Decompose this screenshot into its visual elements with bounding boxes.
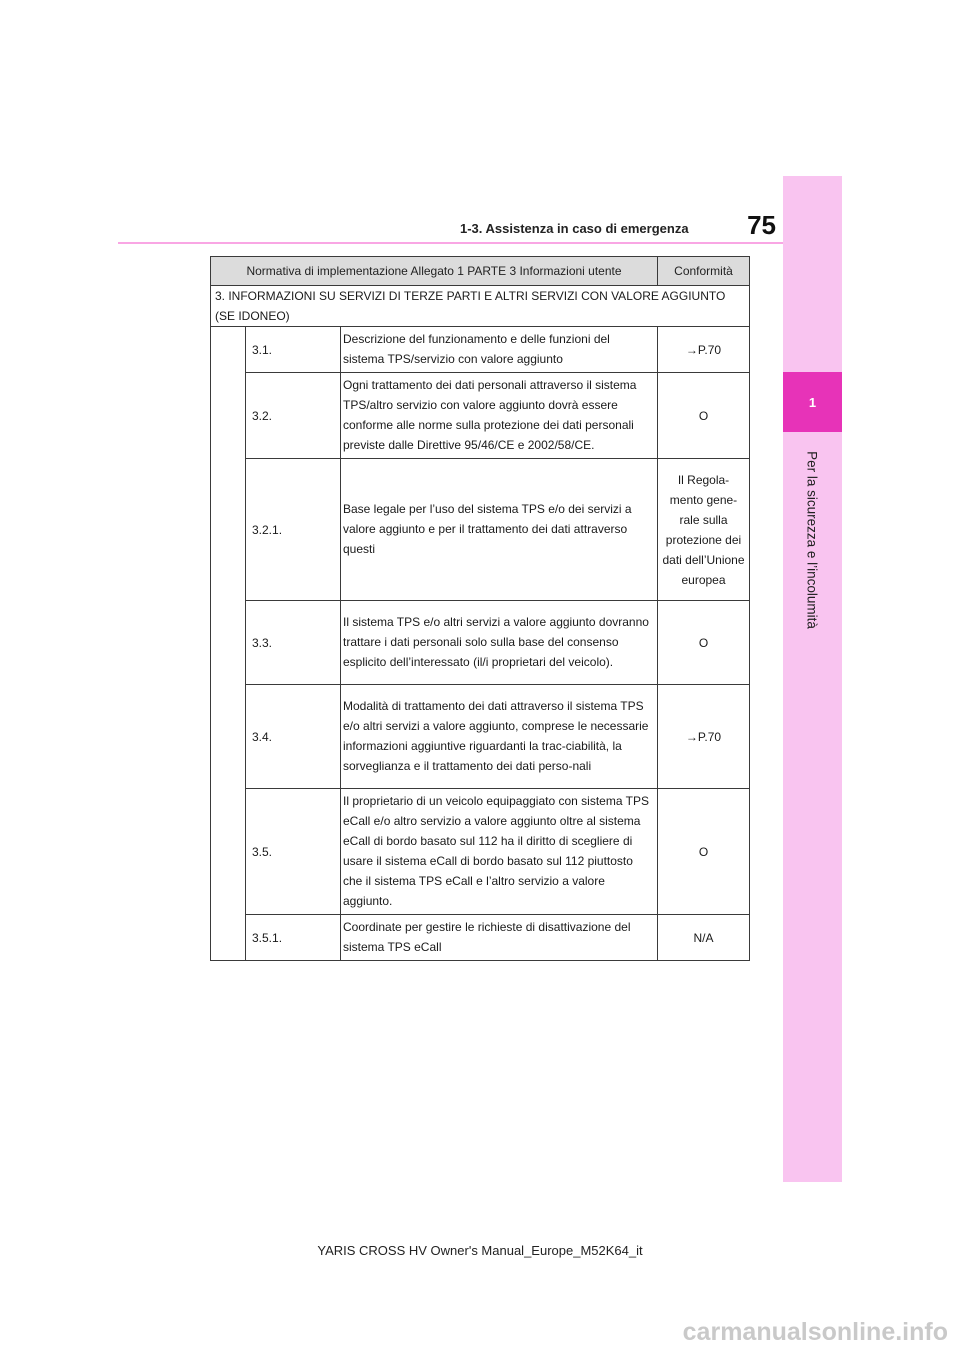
item-number: 3.4.: [246, 685, 341, 789]
item-description: Coordinate per gestire le richieste di disattivazione del sistema TPS eCall: [341, 915, 658, 961]
chapter-number: 1: [808, 394, 817, 410]
item-description: Descrizione del funzionamento e delle funzioni del sistema TPS/servizio con valore aggiunto: [341, 327, 658, 373]
conformity-value: O: [658, 601, 750, 685]
side-chapter-tab: [783, 176, 842, 1182]
table-header-row: [211, 257, 750, 286]
item-number: 3.5.: [246, 789, 341, 915]
item-description: Base legale per l’uso del sistema TPS e/o dei servizi a valore aggiunto e per il trattamento dei dati attraverso questi: [341, 459, 658, 601]
conformity-value: →P.70: [658, 685, 750, 789]
item-description: Il proprietario di un veicolo equipaggiato con sistema TPS eCall e/o altro servizio a valore aggiunto oltre al sistema eCall di bordo basato sul 112 ha il diritto di scegliere di usare il sistema eCall di bordo basato sul 112 piuttosto che il sistema TPS eCall e l’altro servizio a valore aggiunto.: [341, 789, 658, 915]
footer-manual-id: YARIS CROSS HV Owner's Manual_Europe_M52K64_it: [317, 1243, 643, 1258]
header-divider: [118, 242, 783, 244]
table-row: [211, 789, 750, 915]
column-header-conformity: Conformità: [658, 257, 750, 286]
section-heading: 3. INFORMAZIONI SU SERVIZI DI TERZE PARTI E ALTRI SERVIZI CON VALORE AGGIUNTO (SE IDONEO): [211, 286, 750, 327]
chapter-number-tab[interactable]: [783, 372, 842, 432]
table-row: [211, 685, 750, 789]
table-row: [211, 601, 750, 685]
section-row: [211, 286, 750, 327]
conformity-value: O: [658, 373, 750, 459]
item-number: 3.1.: [246, 327, 341, 373]
item-number: 3.2.: [246, 373, 341, 459]
table-row: [211, 459, 750, 601]
conformity-value: O: [658, 789, 750, 915]
page-number: 75: [747, 210, 776, 240]
compliance-table: [210, 256, 750, 961]
column-header-regulation: Normativa di implementazione Allegato 1 PARTE 3 Informazioni utente: [211, 257, 658, 286]
item-description: Il sistema TPS e/o altri servizi a valore aggiunto dovranno trattare i dati personali solo sulla base del consenso esplicito dell’interessato (il/i proprietari del veicolo).: [341, 601, 658, 685]
table-row: [211, 915, 750, 961]
item-number: 3.3.: [246, 601, 341, 685]
chapter-label: Per la sicurezza e l’incolumità: [804, 451, 820, 629]
conformity-value: N/A: [658, 915, 750, 961]
item-description: Modalità di trattamento dei dati attraverso il sistema TPS e/o altri servizi a valore aggiunto, comprese le necessarie informazioni aggiuntive riguardanti la trac-ciabilità, la sorveglianza e il trattamento dei dati perso-nali: [341, 685, 658, 789]
conformity-value: Il Regola-mento gene-rale sulla protezione dei dati dell’Unione europea: [658, 459, 750, 601]
table-row: [211, 373, 750, 459]
section-title: 1-3. Assistenza in caso di emergenza: [460, 221, 689, 236]
item-number: 3.2.1.: [246, 459, 341, 601]
conformity-value: →P.70: [658, 327, 750, 373]
item-number: 3.5.1.: [246, 915, 341, 961]
table-row: [211, 327, 750, 373]
indent-cell: [211, 327, 246, 961]
watermark-logo: carmanualsonline.info: [682, 1318, 948, 1346]
item-description: Ogni trattamento dei dati personali attraverso il sistema TPS/altro servizio con valore aggiunto dovrà essere conforme alle norme sulla protezione dei dati personali previste dalle Direttive 95/46/CE e 2002/58/CE.: [341, 373, 658, 459]
